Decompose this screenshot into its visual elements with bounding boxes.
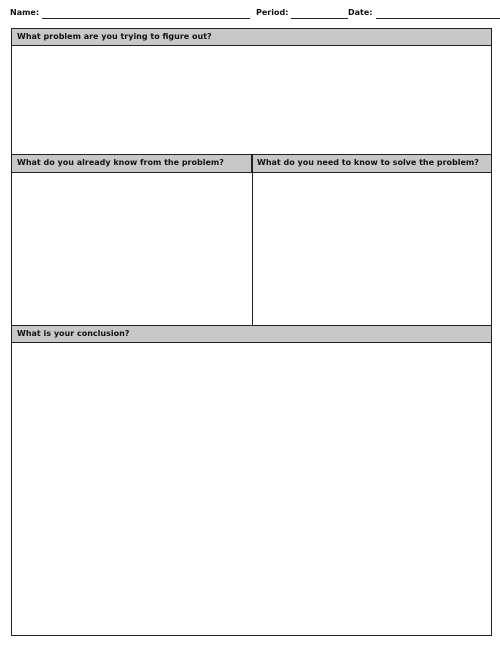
problem-heading: What problem are you trying to figure out? (12, 29, 491, 46)
name-label: Name: (10, 8, 40, 17)
already-know-answer-area[interactable] (12, 173, 252, 325)
problem-answer-area[interactable] (12, 46, 491, 154)
worksheet-frame (11, 28, 492, 636)
period-input-line[interactable] (291, 8, 348, 19)
period-field[interactable] (256, 7, 348, 19)
name-field[interactable] (10, 7, 250, 19)
need-to-know-answer-area[interactable] (253, 173, 491, 325)
date-label: Date: (348, 8, 373, 17)
date-field[interactable] (348, 7, 500, 19)
conclusion-heading: What is your conclusion? (12, 326, 491, 343)
column-divider (252, 155, 253, 325)
already-know-heading: What do you already know from the problem? (12, 155, 252, 173)
date-input-line[interactable] (376, 8, 500, 19)
need-to-know-heading: What do you need to know to solve the problem? (252, 155, 491, 173)
period-label: Period: (256, 8, 289, 17)
name-input-line[interactable] (42, 8, 250, 19)
conclusion-answer-area[interactable] (12, 343, 491, 635)
student-info-header (10, 7, 492, 21)
